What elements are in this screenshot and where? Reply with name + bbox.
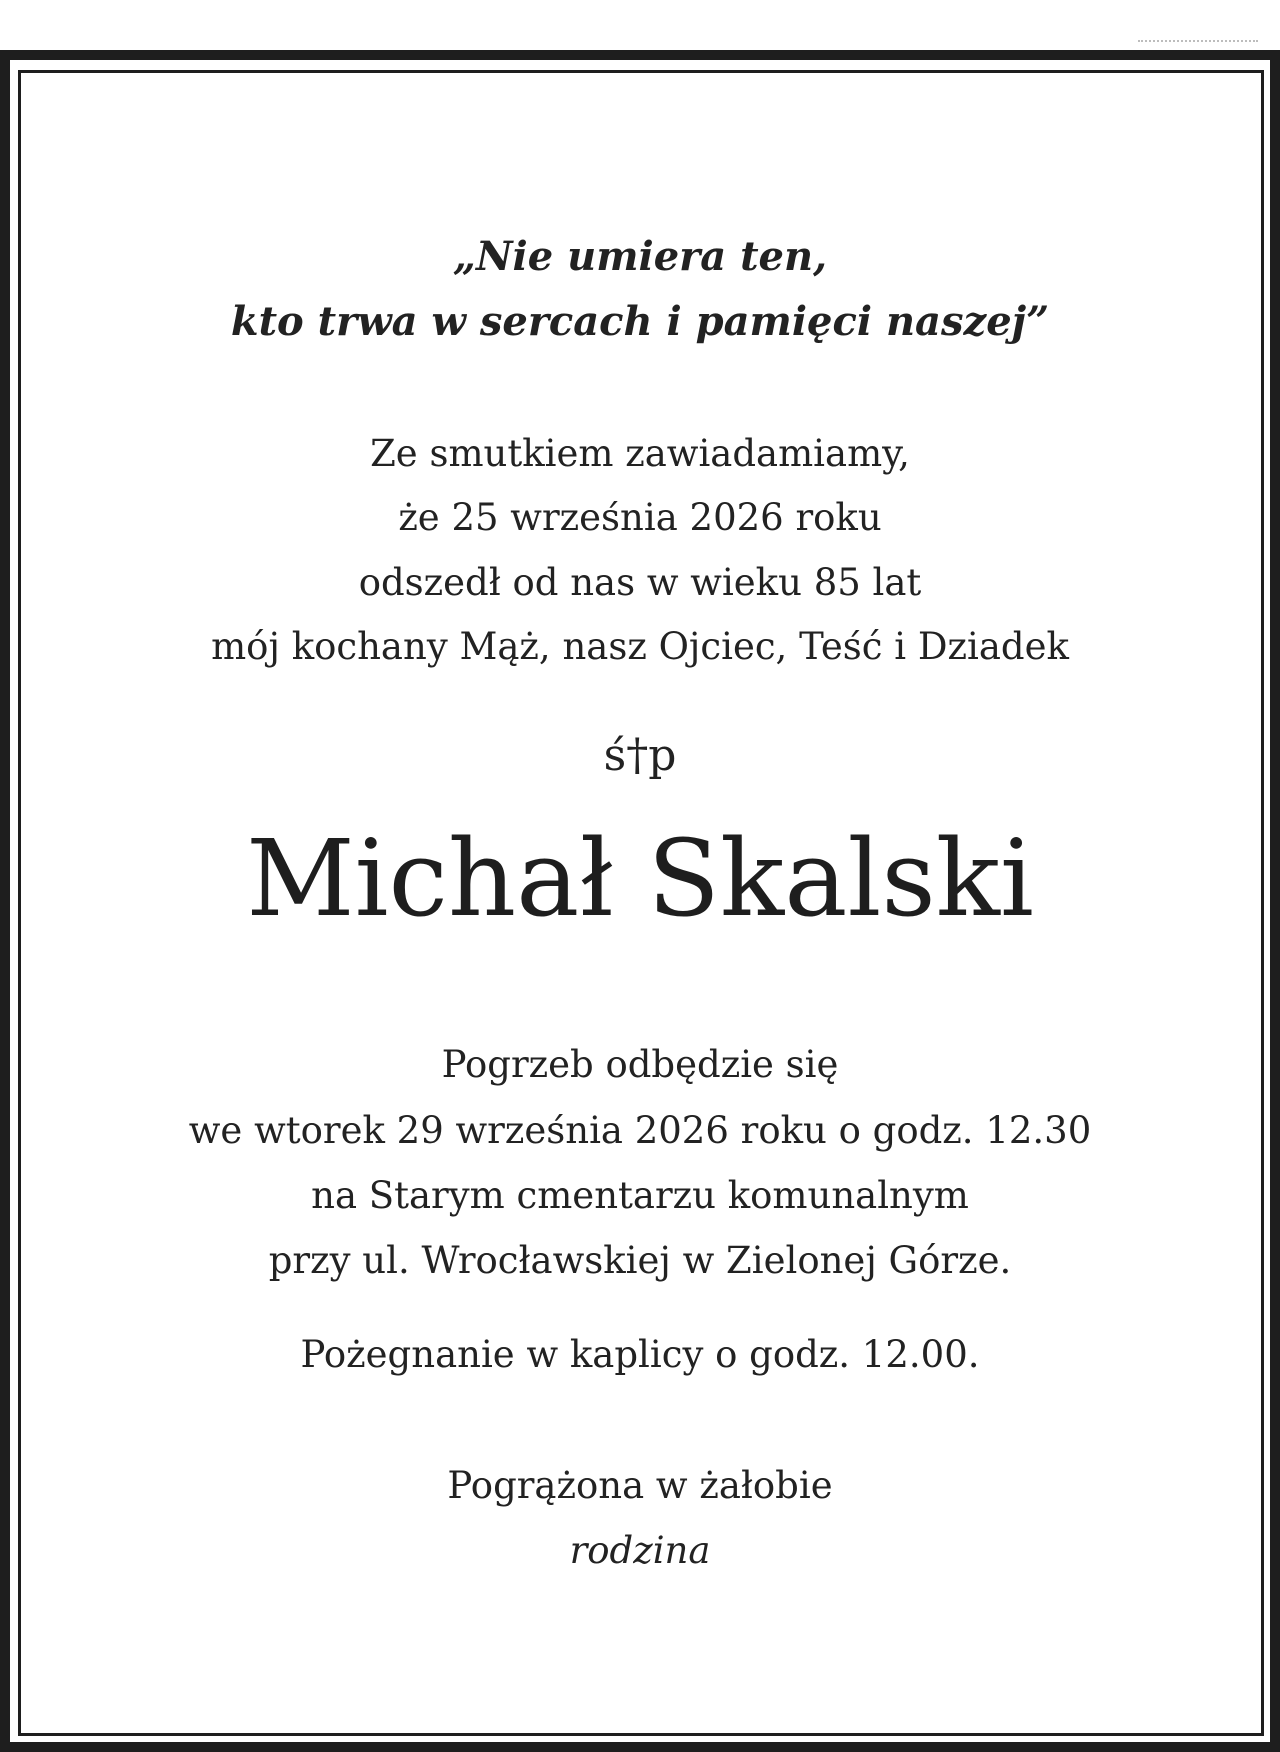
farewell-line: Pożegnanie w kaplicy o godz. 12.00. — [300, 1333, 980, 1376]
quote-line-2: kto trwa w sercach i pamięci naszej” — [230, 298, 1050, 345]
top-edge-mark — [1138, 40, 1258, 46]
funeral-line-2: we wtorek 29 września 2026 roku o godz. 12.30 — [188, 1109, 1092, 1152]
announcement-line-2: że 25 września 2026 roku — [398, 496, 882, 539]
signature-line-1: Pogrążona w żałobie — [447, 1464, 833, 1507]
funeral-line-3: na Starym cmentarzu komunalnym — [311, 1174, 969, 1217]
funeral-line-4: przy ul. Wrocławskiej w Zielonej Górze. — [268, 1239, 1012, 1282]
deceased-name: Michał Skalski — [246, 817, 1034, 940]
announcement-line-4: mój kochany Mąż, nasz Ojciec, Teść i Dziadek — [211, 625, 1069, 668]
announcement-line-1: Ze smutkiem zawiadamiamy, — [370, 432, 910, 475]
honorific-symbol: ś†p — [603, 730, 677, 781]
signature-line-2: rodzina — [569, 1529, 711, 1572]
announcement-line-3: odszedł od nas w wieku 85 lat — [358, 561, 922, 604]
quote-line-1: „Nie umiera ten, — [452, 233, 828, 280]
funeral-line-1: Pogrzeb odbędzie się — [441, 1043, 839, 1086]
